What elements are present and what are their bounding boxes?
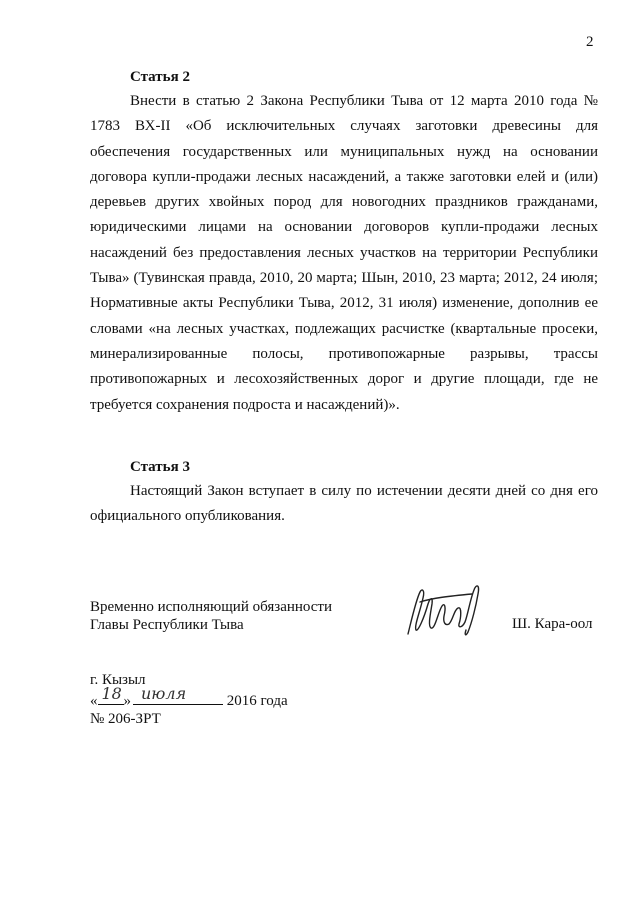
article-3-text: Настоящий Закон вступает в силу по истечении десяти дней со дня его официального опубликования. (90, 483, 598, 525)
handwritten-signature (402, 578, 488, 640)
date-month-handwritten: июля (141, 684, 187, 703)
date-open-quote: « (90, 693, 98, 709)
date-close-quote: » (123, 693, 131, 709)
date-year: 2016 года (226, 693, 288, 709)
place: г. Кызыл (90, 672, 146, 688)
signatory-title-line-1: Временно исполняющий обязанности (90, 599, 333, 615)
article-2-text: Внести в статью 2 Закона Республики Тыва от 12 марта 2010 года № 1783 ВХ-II «Об исключительных случаях заготовки древесины для обеспечения государственных или муниципальных нужд на основании договора купли-продажи лесных насаждений, а также заготовки елей и (или) деревьев других хвойных пород для новогодних праздников гражданами, юридическими лицами на основании договоров купли-продажи лесных насаждений без предоставления лесных участков на территории Республики Тыва» (Тувинская правда, 2010, 20 марта; Шын, 2010, 23 марта; 2012, 24 июля; Нормативные акты Республики Тыва, 2012, 31 июля) изменение, дополнив ее словами «на лесных участках, подлежащих расчистке (квартальные просеки, минерализированные полосы, противопожарные разрывы, трассы противопожарных и лесохозяйственных дорог и другие площади, где не требуется сохранения подроста и насаждений)». (90, 93, 598, 413)
date-line (90, 684, 288, 710)
article-2-heading: Статья 2 (130, 69, 190, 85)
article-3-heading: Статья 3 (130, 459, 190, 475)
signatory-name: Ш. Кара-оол (512, 616, 593, 632)
date-day-handwritten: 18 (101, 684, 122, 703)
signatory-title (90, 598, 332, 634)
law-number: № 206-ЗРТ (90, 711, 161, 727)
signatory-title-line-2: Главы Республики Тыва (90, 617, 244, 633)
page-number: 2 (586, 34, 594, 50)
place-date-block (90, 671, 288, 728)
